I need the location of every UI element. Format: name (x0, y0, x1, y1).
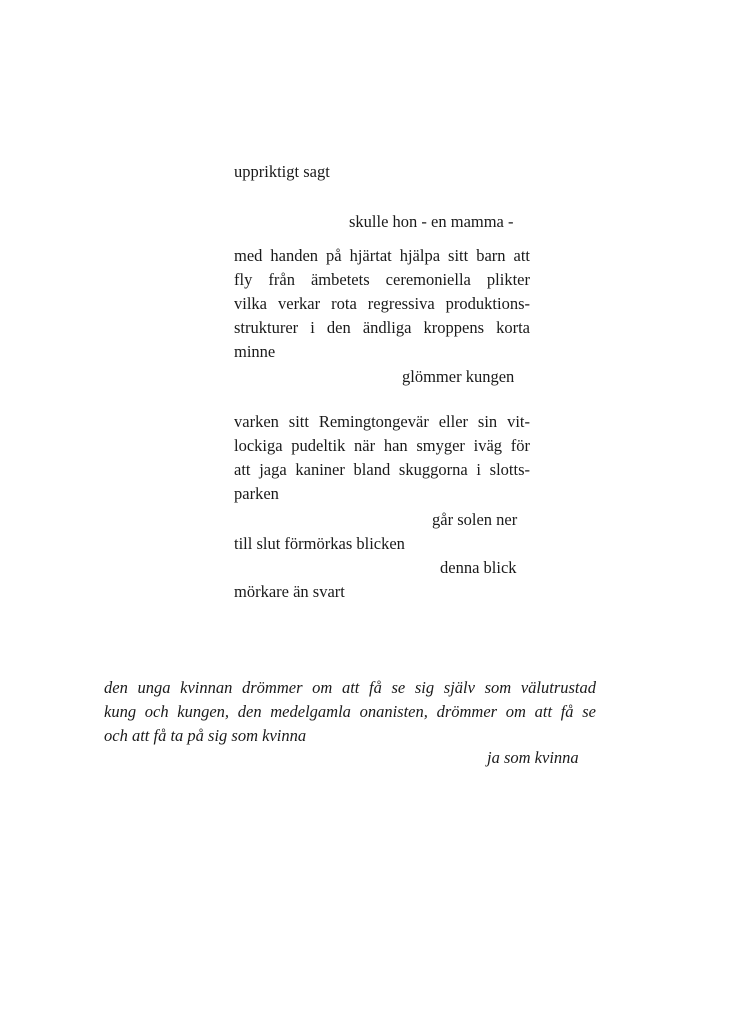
poem-stanza-1-line: fly från ämbetets ceremoniella plikter (234, 270, 530, 289)
poem-stanza-1-line: strukturer i den ändliga kroppens korta (234, 318, 530, 337)
poem-stanza-1-line: vilka verkar rota regressiva produktions- (234, 294, 530, 313)
poem-stanza-1 (234, 244, 530, 364)
poem-stanza-2-line: parken (234, 484, 279, 503)
poem-indented-line-mamma: skulle hon - en mamma - (349, 212, 514, 231)
poem-stanza-2-line: att jaga kaniner bland skuggorna i slotts- (234, 460, 530, 479)
poem-stanza-1-line: med handen på hjärtat hjälpa sitt barn att (234, 246, 530, 265)
poem-stanza-1-line: minne (234, 342, 276, 361)
poem-indented-line-kungen: glömmer kungen (402, 367, 515, 386)
poem-line-blicken: till slut förmörkas blicken (234, 534, 405, 553)
poem-indented-line-solen: går solen ner (432, 510, 518, 529)
poem-indented-line-blick: denna blick (440, 558, 517, 577)
poem-stanza-2-line: varken sitt Remingtongevär eller sin vit- (234, 412, 530, 431)
italic-passage-line: den unga kvinnan drömmer om att få se sig själv som välutrustad (104, 678, 596, 697)
poem-line-svart: mörkare än svart (234, 582, 345, 601)
poem-stanza-2-line: lockiga pudeltik när han smyger iväg för (234, 436, 530, 455)
italic-passage (104, 676, 596, 748)
poem-stanza-2 (234, 410, 530, 506)
italic-passage-line: kung och kungen, den medelgamla onanisten, drömmer om att få se (104, 702, 596, 721)
italic-closing-line: ja som kvinna (487, 748, 579, 767)
italic-passage-line: och att få ta på sig som kvinna (104, 726, 307, 745)
poem-opening-line: uppriktigt sagt (234, 162, 330, 181)
